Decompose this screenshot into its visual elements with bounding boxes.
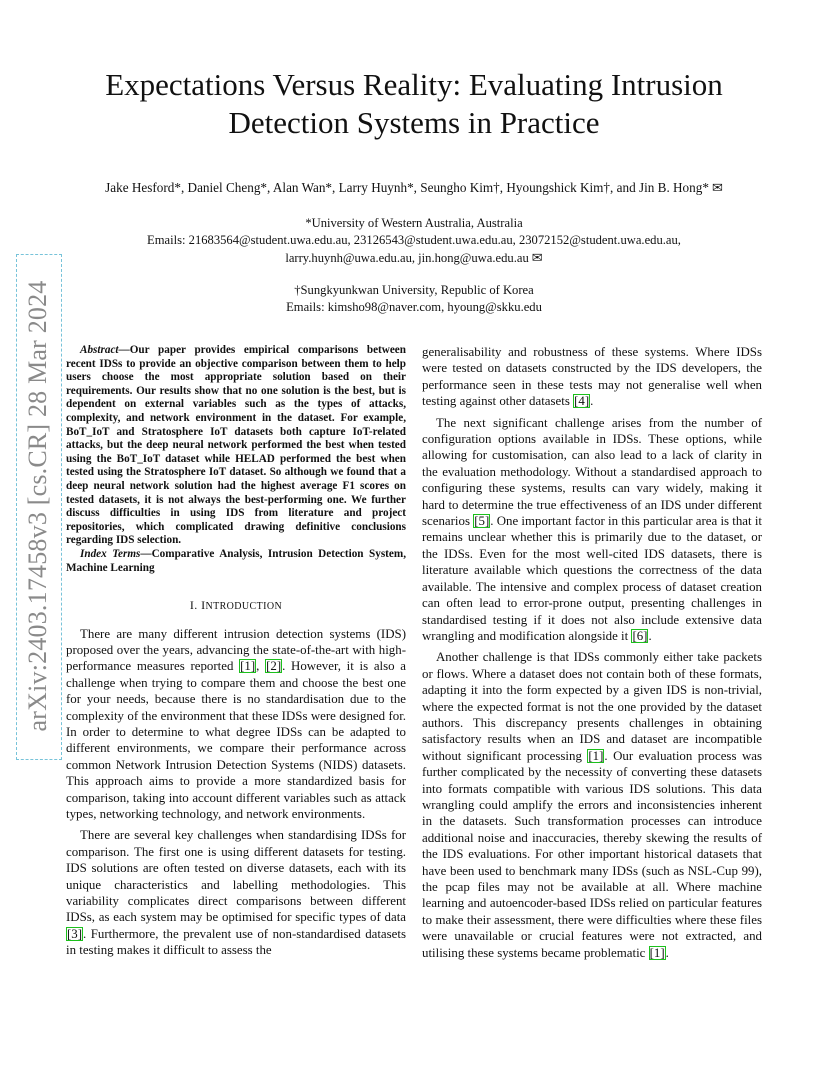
paragraph-continued (422, 344, 762, 410)
paragraph-intro-1 (66, 626, 406, 823)
right-column (422, 344, 762, 961)
index-terms-label: Index Terms (80, 547, 141, 560)
citation-link[interactable]: [3] (67, 926, 83, 941)
citation-link[interactable]: [2] (266, 659, 282, 674)
paragraph-configuration (422, 415, 762, 645)
section-heading-introduction (66, 597, 406, 615)
affiliation-uwa: *University of Western Australia, Australia (305, 216, 523, 230)
index-terms-text: —Comparative Analysis, Intrusion Detection System, Machine Learning (66, 547, 406, 574)
text-run: . Our evaluation process was further complicated by the necessity of converting these datasets into formats compatible with various IDS solutions. This data wrangling could amplify the errors and inconsistencies inherent in the datasets. Such transformation processes can introduce additional noise and inaccuracies, thereby skewing the results of the IDS evaluations. For other important historical datasets that have been used to benchmark many IDSs (such as NSL-Cup 99), the pcap files may not be available at all. Where machine learning and autoencoder-based IDSs relied on particular features to make their assessment, there were difficulties where these files were unavailable or crucial features were not extracted, and utilising these systems became problematic (422, 748, 762, 960)
section-rest: NTRODUCTION (205, 601, 283, 613)
citation-link[interactable]: [1] (649, 945, 665, 960)
text-run: , (256, 659, 266, 674)
text-run: The next significant challenge arises from the number of configuration options available in IDSs. These options, while allowing for customisation, can also lead to a lack of clarity in the evaluation methodology. Without a standardised approach to configuring these systems, results can vary widely, making it hard to determine the true effectiveness of an IDS under different scenarios (422, 415, 762, 529)
paragraph-packets-flows (422, 649, 762, 961)
text-run: . One important factor in this particular area is that it remains unclear whether this is primarily due to the dataset, or the IDSs. Even for the most well-cited IDS datasets, there is literature available which questions the correctness of the data available. The intensive and complex process of dataset creation can often lead to error-prone output, presenting challenges in standardised testing if it does not also include extensive data wrangling and modification alongside it (422, 514, 763, 643)
section-numeral: I. (189, 598, 202, 613)
authors-text: Jake Hesford*, Daniel Cheng*, Alan Wan*, Larry Huynh*, Seungho Kim†, Hyoungshick Kim†, and Jin B. Hong* (105, 180, 709, 195)
paragraph-intro-2 (66, 827, 406, 958)
text-run: There are several key challenges when standardising IDSs for comparison. The first one is using different datasets for testing. IDS solutions are often tested on diverse datasets, each with its unique characteristics and labelling methodologies. This variability complicates direct comparisons between different IDSs, as each system may be optimised for specific types of data (66, 828, 406, 925)
emails-uwa-line2-text: larry.huynh@uwa.edu.au, jin.hong@uwa.edu.au (285, 251, 529, 265)
envelope-icon: ✉ (711, 180, 723, 195)
abstract (66, 344, 406, 548)
text-run: . Furthermore, the prevalent use of non-standardised datasets in testing makes it difficult to assess the (66, 926, 406, 958)
arxiv-identifier: arXiv:2403.17458v3 [cs.CR] 28 Mar 2024 (23, 280, 52, 732)
citation-link[interactable]: [4] (574, 394, 590, 409)
text-run: . (665, 945, 669, 960)
text-run: . However, it is also a challenge when trying to compare them and choose the best one for your needs, because there is no standardisation due to the complexity of the environment that these IDSs were designed for. In order to determine to what degree IDSs can be adapted to different environments, we compare their performance across common Network Intrusion Detection Systems (NIDS) datasets. This approach aims to provide a more standardized basis for comparison, taking into account different variables such as attack types, networking technology, and network environments. (66, 659, 406, 821)
paper-title: Expectations Versus Reality: Evaluating Intrusion Detection Systems in Practice (105, 67, 723, 140)
text-run: . (648, 628, 652, 643)
emails-uwa-line1: Emails: 21683564@student.uwa.edu.au, 23126543@student.uwa.edu.au, 23072152@student.uwa.edu.au, (147, 233, 681, 247)
citation-link[interactable]: [6] (632, 628, 648, 643)
author-list (60, 180, 768, 196)
citation-link[interactable]: [1] (240, 659, 256, 674)
abstract-label: Abstract (80, 344, 119, 356)
envelope-icon: ✉ (531, 250, 543, 265)
section-first-letter: I (201, 598, 206, 613)
affiliation-skku: †Sungkyunkwan University, Republic of Korea (294, 283, 534, 297)
text-run: There are many different intrusion detection systems (IDS) proposed over the years, advancing the state-of-the-art with high-performance measures reported (66, 626, 406, 674)
left-column (66, 344, 406, 959)
emails-uwa-line2 (60, 250, 768, 266)
text-run: generalisability and robustness of these systems. Where IDSs were tested on datasets constructed by the IDS developers, the performance seen in these tests may not generalise well when testing against other datasets (422, 345, 762, 409)
citation-link[interactable]: [5] (474, 514, 490, 529)
emails-skku: Emails: kimsho98@naver.com, hyoung@skku.edu (286, 300, 542, 314)
index-terms (66, 548, 406, 575)
abstract-text: —Our paper provides empirical comparisons between recent IDSs to provide an objective comparison between them to help users choose the most appropriate solution based on their requirements. Our results show that no one solution is the best, but is dependent on external variables such as the types of attacks, complexity, and network environment in the dataset. For example, BoT_IoT and Stratosphere IoT datasets both capture IoT-related attacks, but the deep neural network performed the best when tested using the BoT_IoT dataset while HELAD performed the best when tested using the Stratosphere IoT dataset. So although we found that a deep neural network solution had the highest average F1 scores on tested datasets, it is not always the best-performing one. We further discuss difficulties in using IDS from literature and project repositories, which complicated drawing definitive conclusions regarding IDS selection. (66, 344, 406, 547)
text-run: . (590, 394, 594, 409)
text-run: Another challenge is that IDSs commonly either take packets or flows. Where a dataset does not contain both of these formats, adapting it into the form expected by a given IDS is non-trivial, where the expected format is not the one provided by the dataset authors. This discrepancy presents challenges in obtaining satisfactory results when an IDS and dataset are incompatible without significant processing (422, 650, 762, 763)
citation-link[interactable]: [1] (588, 748, 604, 763)
